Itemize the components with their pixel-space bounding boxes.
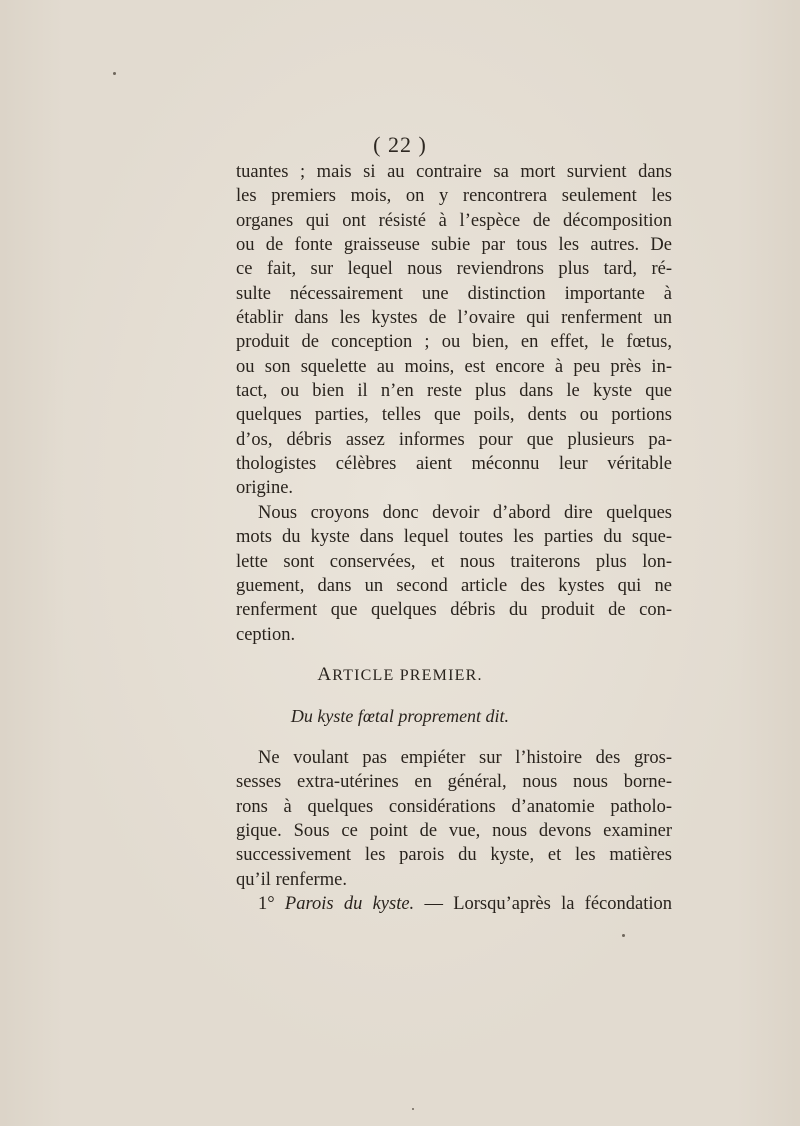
text-line: tact, ou bien il n’en reste plus dans le kyste que: [236, 381, 672, 402]
paper-speck: [412, 1108, 414, 1110]
paragraph-3-block: [236, 746, 672, 916]
section-text: — Lorsqu’après la fécondation: [424, 894, 673, 915]
text-line: thologistes célèbres aient méconnu leur véritable: [236, 454, 672, 475]
text-line: d’os, débris assez informes pour que plusieurs pa-: [236, 429, 672, 450]
page-number: ( 22 ): [373, 132, 427, 157]
text-line: gique. Sous ce point de vue, nous devons examiner: [236, 821, 672, 842]
text-line: rons à quelques considérations d’anatomie patholo-: [236, 796, 672, 817]
text-line: guement, dans un second article des kystes qui ne: [236, 575, 672, 596]
text-line: mots du kyste dans lequel toutes les parties du sque-: [236, 527, 672, 548]
section-number: 1°: [258, 894, 275, 915]
paragraph-1-block: [236, 160, 672, 647]
paper-speck: [113, 72, 116, 75]
text-line: ou de fonte graisseuse subie par tous les autres. De: [236, 235, 672, 256]
text-line: quelques parties, telles que poils, dents ou portions: [236, 405, 672, 426]
section-title: Parois du kyste.: [284, 894, 415, 915]
text-line: Ne voulant pas empiéter sur l’histoire des gros-: [258, 748, 672, 768]
article-heading-word2: PREMIER.: [399, 667, 483, 684]
text-line: établir dans les kystes de l’ovaire qui renferment un: [236, 308, 672, 329]
text-line: sesses extra-utérines en général, nous nous borne-: [236, 772, 672, 793]
section-line: [236, 892, 672, 916]
text-line: successivement les parois du kyste, et les matières: [236, 845, 672, 866]
text-line: organes qui ont résisté à l’espèce de décomposition: [236, 210, 672, 231]
article-heading-word1: RTICLE: [332, 667, 395, 684]
text-line: origine.: [236, 478, 294, 499]
article-subtitle: Du kyste fœtal proprement dit.: [290, 706, 510, 726]
text-line: lette sont conservées, et nous traiterons plus lon-: [236, 551, 672, 572]
text-line: ou son squelette au moins, est encore à peu près in-: [236, 356, 672, 377]
text-line: qu’il renferme.: [236, 869, 347, 890]
article-heading: [0, 664, 800, 686]
text-line: ce fait, sur lequel nous reviendrons plus tard, ré-: [236, 259, 672, 280]
text-line: produit de conception ; ou bien, en effet, le fœtus,: [236, 332, 672, 353]
text-line: tuantes ; mais si au contraire sa mort survient dans: [236, 162, 672, 182]
text-line: ception.: [236, 624, 296, 645]
text-line: sulte nécessairement une distinction importante à: [236, 283, 672, 304]
text-line: Nous croyons donc devoir d’abord dire quelques: [258, 502, 672, 523]
article-heading-initial: A: [317, 664, 333, 685]
text-line: renferment que quelques débris du produit de con-: [236, 600, 672, 621]
text-line: les premiers mois, on y rencontrera seulement les: [236, 186, 672, 207]
paper-speck: [622, 934, 625, 937]
